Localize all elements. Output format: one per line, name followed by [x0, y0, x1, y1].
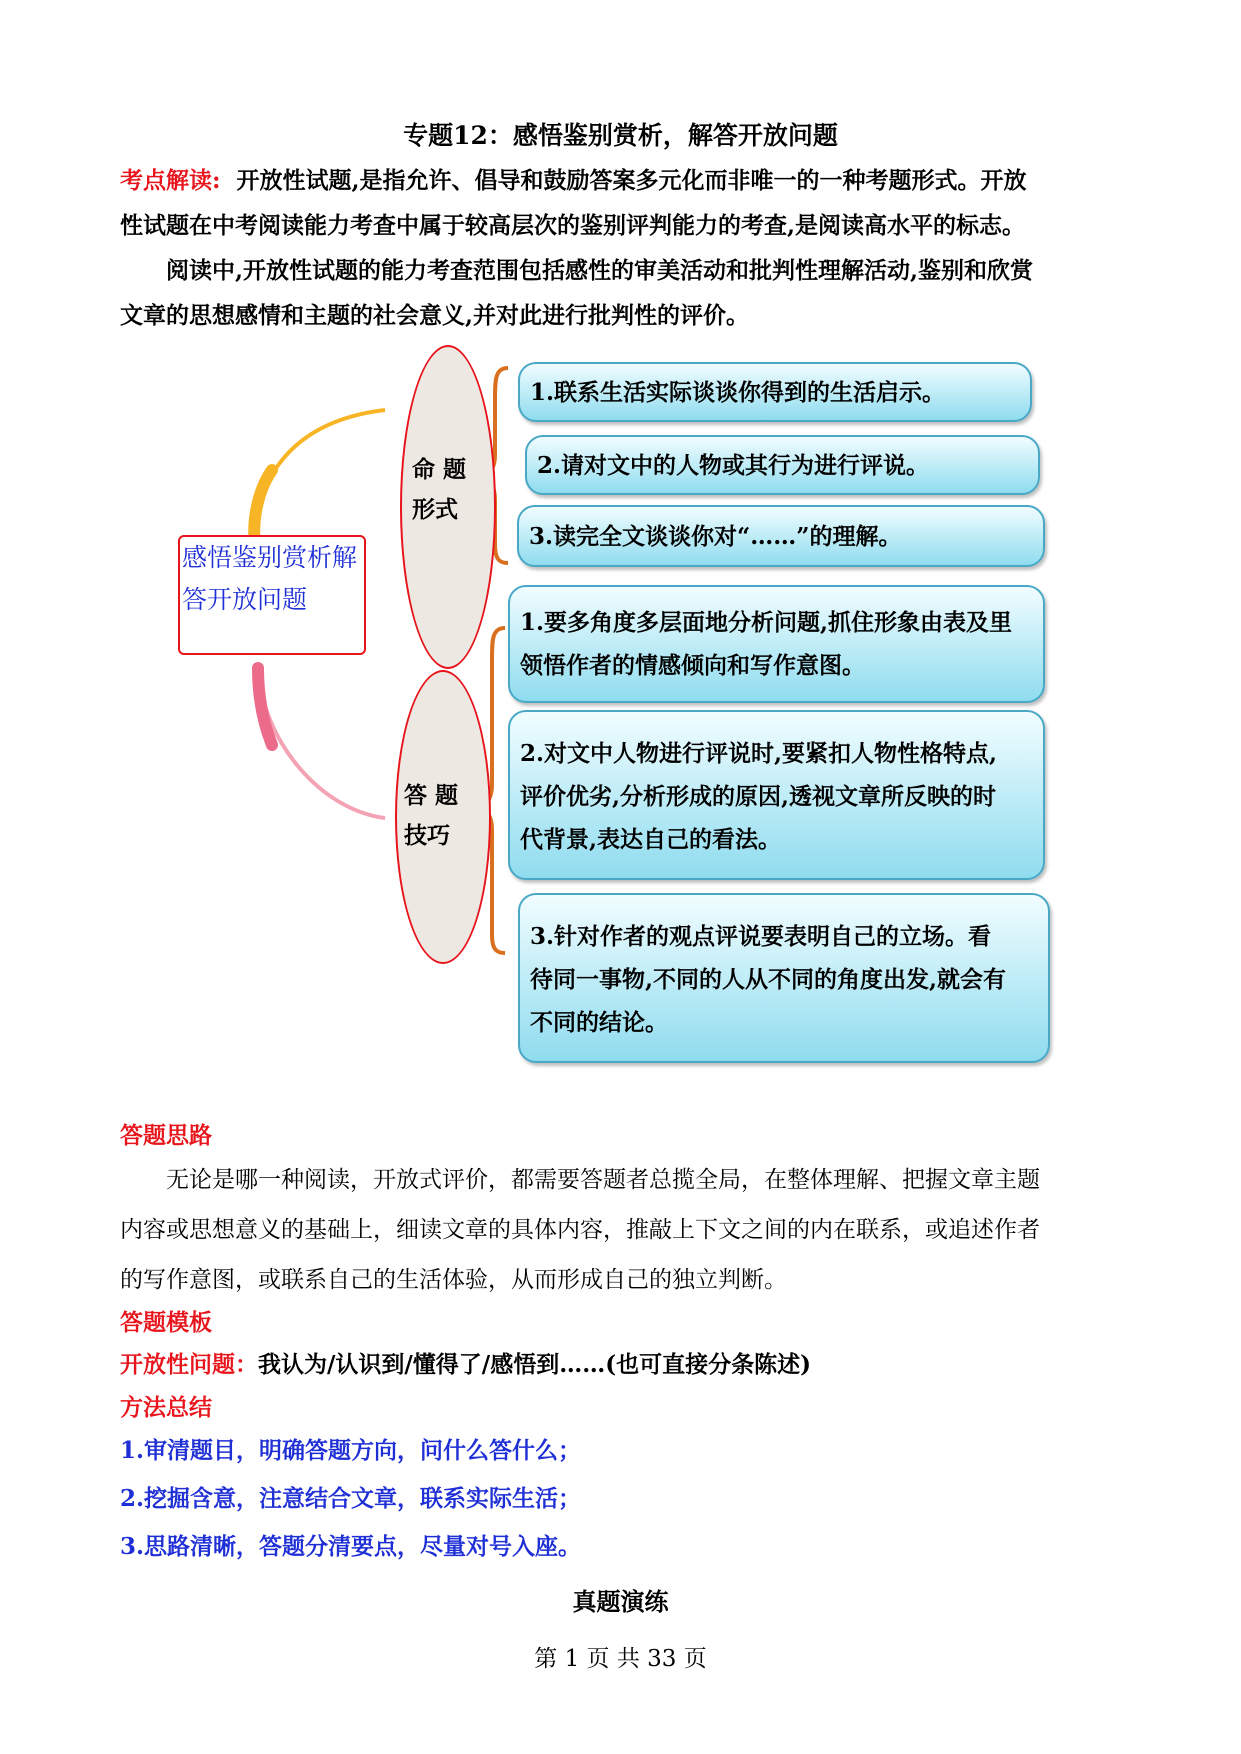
jiqiao-item-2 — [508, 710, 1045, 880]
jiqiao-item-1-line-1: 1.要多角度多层面地分析问题,抓住形象由表及里 — [520, 609, 1013, 636]
jiqiao-item-1 — [508, 585, 1045, 703]
kaodian-line-4: 文章的思想感情和主题的社会意义,并对此进行批判性的评价。 — [120, 302, 750, 329]
page-footer: 第 1 页 共 33 页 — [534, 1646, 707, 1672]
moban-label: 开放性问题： — [120, 1351, 258, 1378]
silu-line-2: 内容或思想意义的基础上，细读文章的具体内容，推敲上下文之间的内在联系，或追述作者 — [120, 1217, 1040, 1243]
mingti-item-3: 3.读完全文谈谈你对“……”的理解。 — [517, 505, 1045, 567]
connector-top-thick — [254, 470, 272, 545]
branch-label-mingti — [412, 450, 466, 530]
fangfa-item-1: 1.审清题目，明确答题方向，问什么答什么； — [120, 1437, 582, 1464]
branch-label-jiqiao-2: 技巧 — [404, 822, 450, 849]
fangfa-item-3: 3.思路清晰，答题分清要点，尽量对号入座。 — [120, 1533, 582, 1560]
page-title: 专题12：感悟鉴别赏析，解答开放问题 — [403, 121, 838, 150]
jiqiao-item-2-line-1: 2.对文中人物进行评说时,要紧扣人物性格特点, — [520, 740, 998, 767]
kaodian-line-3: 阅读中,开放性试题的能力考查范围包括感性的审美活动和批判性理解活动,鉴别和欣赏 — [166, 257, 1034, 284]
kaodian-text-1: 开放性试题,是指允许、倡导和鼓励答案多元化而非唯一的一种考题形式。开放 — [236, 167, 1027, 194]
main-topic-line-2: 答开放问题 — [182, 585, 308, 614]
silu-heading: 答题思路 — [120, 1122, 212, 1149]
fangfa-heading: 方法总结 — [120, 1394, 212, 1421]
fangfa-item-2: 2.挖掘含意，注意结合文章，联系实际生活； — [120, 1485, 582, 1512]
connector-bottom-thick — [258, 668, 272, 745]
jiqiao-item-2-line-2: 评价优劣,分析形成的原因,透视文章所反映的时 — [520, 783, 997, 810]
kaodian-label: 考点解读: — [120, 167, 221, 194]
zhenti-heading: 真题演练 — [572, 1587, 669, 1616]
kaodian-line-2: 性试题在中考阅读能力考查中属于较高层次的鉴别评判能力的考查,是阅读高水平的标志。 — [120, 212, 1026, 239]
moban-line — [120, 1342, 1120, 1387]
main-topic-box — [178, 535, 366, 655]
branch-label-mingti-1: 命 题 — [412, 456, 467, 483]
moban-heading: 答题模板 — [120, 1309, 212, 1336]
mingti-item-2: 2.请对文中的人物或其行为进行评说。 — [525, 435, 1040, 495]
moban-text: 我认为/认识到/懂得了/感悟到……(也可直接分条陈述) — [258, 1351, 811, 1378]
main-topic-line-1: 感悟鉴别赏析解 — [182, 543, 358, 572]
jiqiao-item-3-line-1: 3.针对作者的观点评说要表明自己的立场。看 — [530, 923, 992, 950]
jiqiao-item-1-line-2: 领悟作者的情感倾向和写作意图。 — [520, 652, 865, 679]
jiqiao-item-3-line-3: 不同的结论。 — [530, 1009, 668, 1036]
mingti-item-1: 1.联系生活实际谈谈你得到的生活启示。 — [518, 362, 1032, 422]
branch-label-mingti-2: 形式 — [412, 496, 458, 523]
jiqiao-item-3 — [518, 893, 1050, 1063]
jiqiao-item-2-line-3: 代背景,表达自己的看法。 — [520, 826, 782, 853]
branch-label-jiqiao — [404, 776, 458, 856]
silu-line-3: 的写作意图，或联系自己的生活体验，从而形成自己的独立判断。 — [120, 1267, 787, 1293]
jiqiao-item-3-line-2: 待同一事物,不同的人从不同的角度出发,就会有 — [530, 966, 1007, 993]
branch-label-jiqiao-1: 答 题 — [404, 782, 459, 809]
connector-top — [255, 410, 385, 545]
silu-line-1: 无论是哪一种阅读，开放式评价，都需要答题者总揽全局，在整体理解、把握文章主题 — [166, 1167, 1040, 1193]
